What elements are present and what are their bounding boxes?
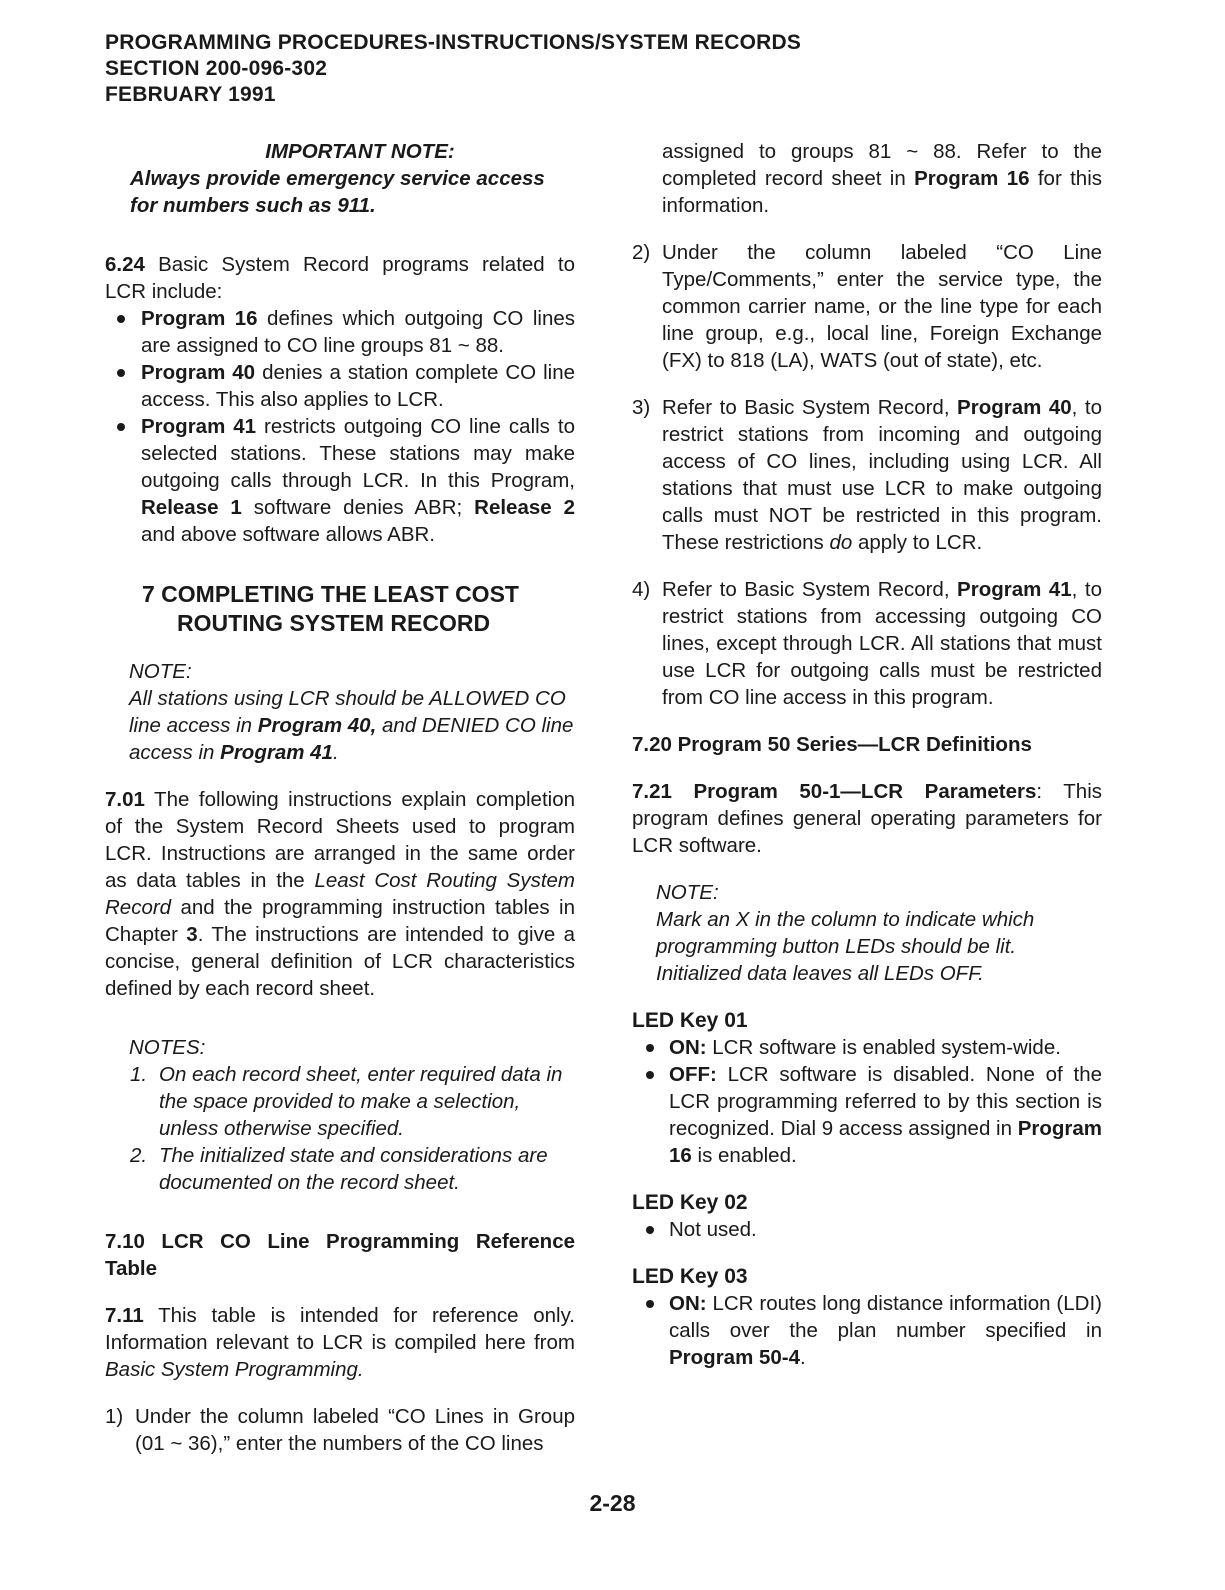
list-item-text: defines which outgoing CO lines are assigned to CO line groups 81 ~ 88.	[141, 307, 575, 357]
list-number: 2.	[130, 1144, 148, 1167]
page-header	[105, 30, 801, 108]
para-number: 7.01	[105, 788, 145, 811]
note-text-part: .	[332, 741, 339, 764]
program-ref: Program 16	[669, 1117, 1103, 1167]
program-ref: Program 40,	[257, 714, 377, 737]
para-number: 7.11	[105, 1304, 144, 1327]
led-key-03-list	[632, 1290, 1102, 1371]
led-key-01-list	[632, 1034, 1102, 1169]
header-section: SECTION 200-096-302	[105, 57, 328, 80]
program-ref: Program 40	[141, 361, 256, 384]
list-item-text: LCR software is enabled system-wide.	[706, 1036, 1061, 1059]
program-ref: Program 40	[957, 396, 1072, 419]
list-item	[105, 1061, 575, 1142]
list-item-text: LCR software is disabled. None of the LCR programming referred to by this section is recognized. Dial 9 access assigned in	[669, 1063, 1102, 1140]
list-item-text: Under the column labeled “CO Lines in Group (01 ~ 36),” enter the numbers of the CO lines	[135, 1405, 575, 1455]
notes-block	[105, 1034, 575, 1061]
state-label: ON:	[669, 1292, 707, 1315]
program-ref: Program 41	[220, 741, 333, 764]
emphasis: do	[829, 531, 853, 554]
program-bullet-list	[105, 305, 575, 548]
list-item-text: denies a station complete CO line access. This also applies to LCR.	[141, 361, 575, 411]
paragraph-7-11	[105, 1302, 575, 1383]
para-text: . The instructions are intended to give a concise, general definition of LCR characteristics defined by each record sheet.	[105, 923, 575, 1000]
list-item	[632, 138, 1102, 219]
release-ref: Release 1	[141, 496, 242, 519]
section-heading-line: 7 COMPLETING THE LEAST COST	[142, 581, 519, 607]
paragraph-6-24	[105, 251, 575, 305]
list-item-text: , to restrict stations from incoming and outgoing access of CO lines, including using LCR. All stations that must use LCR to make outgoing calls must NOT be restricted in this program. These restrictions	[662, 396, 1102, 554]
section-heading	[105, 580, 575, 638]
record-title: Least Cost Routing System Record	[105, 869, 575, 919]
list-number: 4)	[632, 578, 651, 601]
notes-label: NOTES:	[129, 1036, 206, 1059]
note-block	[105, 658, 575, 766]
para-text: Basic System Record programs related to LCR include:	[105, 253, 575, 303]
list-item	[632, 576, 1102, 711]
heading-7-10: 7.10 LCR CO Line Programming Reference Table	[105, 1230, 575, 1280]
para-number: 6.24	[105, 253, 145, 276]
para-text: and the programming instruction tables in Chapter	[105, 896, 575, 946]
list-item-text: On each record sheet, enter required data in the space provided to make a selection, unless otherwise specified.	[159, 1063, 563, 1140]
note-text-part: and DENIED CO line access in	[129, 714, 574, 764]
note-text: Mark an X in the column to indicate which programming button LEDs should be lit. Initialized data leaves all LEDs OFF.	[656, 908, 1035, 985]
list-item-text: .	[800, 1346, 806, 1369]
important-note-title: IMPORTANT NOTE:	[265, 140, 455, 163]
list-item	[105, 359, 575, 413]
release-ref: Release 2	[474, 496, 575, 519]
list-number: 2)	[632, 241, 651, 264]
list-item	[105, 413, 575, 548]
note-block	[632, 879, 1102, 987]
list-item	[632, 239, 1102, 374]
para-text: This table is intended for reference only. Information relevant to LCR is compiled here from	[105, 1304, 575, 1354]
header-date: FEBRUARY 1991	[105, 83, 276, 106]
list-item-text: assigned to groups 81 ~ 88. Refer to the completed record sheet in	[662, 140, 1102, 190]
list-item-text: and above software allows ABR.	[141, 523, 435, 546]
list-item	[632, 1290, 1102, 1371]
steps-list	[105, 1403, 575, 1457]
program-ref: Program 41	[957, 578, 1072, 601]
list-item-text: Refer to Basic System Record,	[662, 396, 958, 419]
list-item	[105, 1403, 575, 1457]
program-ref: Program 16	[141, 307, 258, 330]
chapter-ref: 3	[186, 923, 198, 946]
list-item-text: Under the column labeled “CO Line Type/Comments,” enter the service type, the common carrier name, or the line type for each line group, e.g., local line, Foreign Exchange (FX) to 818 (LA), WATS (out of state), etc.	[662, 241, 1102, 372]
reference-title: Basic System Programming.	[105, 1358, 364, 1381]
list-item-text: apply to LCR.	[852, 531, 983, 554]
note-label: NOTE:	[129, 660, 192, 683]
led-key-02-heading: LED Key 02	[632, 1191, 748, 1214]
list-number: 3)	[632, 396, 651, 419]
right-column	[632, 138, 1102, 1371]
paragraph-7-21	[632, 778, 1102, 859]
note-label: NOTE:	[656, 881, 719, 904]
para-text: : This program defines general operating parameters for LCR software.	[632, 780, 1103, 857]
led-key-03-heading: LED Key 03	[632, 1265, 748, 1288]
list-number: 1.	[130, 1063, 148, 1086]
list-item	[632, 394, 1102, 556]
list-number: 1)	[105, 1405, 124, 1428]
program-ref: Program 41	[141, 415, 257, 438]
header-title: PROGRAMMING PROCEDURES-INSTRUCTIONS/SYSTEM RECORDS	[105, 31, 802, 54]
list-item-text: software denies ABR;	[241, 496, 475, 519]
list-item	[105, 305, 575, 359]
steps-list	[632, 239, 1102, 711]
state-label: OFF:	[669, 1063, 717, 1086]
left-column	[105, 138, 575, 1457]
list-item-text: restricts outgoing CO line calls to selected stations. These stations may make outgoing calls through LCR. In this Program,	[141, 415, 575, 492]
page-number: 2-28	[589, 1490, 636, 1516]
list-item-text: , to restrict stations from accessing outgoing CO lines, except through LCR. All stations that must use LCR for outgoing calls must be restricted from CO line access in this program.	[662, 578, 1102, 709]
led-key-02-list	[632, 1216, 1102, 1243]
state-label: ON:	[669, 1036, 707, 1059]
list-item	[632, 1061, 1102, 1169]
program-ref: Program 50-4	[669, 1346, 801, 1369]
list-item-text: The initialized state and considerations are documented on the record sheet.	[159, 1144, 548, 1194]
para-heading: 7.21 Program 50-1—LCR Parameters	[632, 780, 1037, 803]
section-heading-line: ROUTING SYSTEM RECORD	[177, 610, 491, 636]
list-item	[632, 1034, 1102, 1061]
notes-list	[105, 1061, 575, 1196]
list-item-text: is enabled.	[691, 1144, 797, 1167]
list-item-text: Refer to Basic System Record,	[662, 578, 958, 601]
heading-7-20: 7.20 Program 50 Series—LCR Definitions	[632, 733, 1032, 756]
list-item: Not used.	[632, 1216, 1102, 1243]
program-ref: Program 16	[914, 167, 1030, 190]
note-text	[129, 685, 575, 766]
list-item-text: LCR routes long distance information (LDI) calls over the plan number specified in	[669, 1292, 1102, 1342]
list-item-text: for this information.	[662, 167, 1103, 217]
important-note-body: Always provide emergency service access for numbers such as 911.	[130, 167, 545, 217]
note-text-part: All stations using LCR should be ALLOWED CO line access in	[129, 687, 566, 737]
list-item	[105, 1142, 575, 1196]
led-key-01-heading: LED Key 01	[632, 1009, 748, 1032]
steps-list-continued	[632, 138, 1102, 219]
paragraph-7-01	[105, 786, 575, 1002]
para-text: The following instructions explain completion of the System Record Sheets used to program LCR. Instructions are arranged in the same order as data tables in the	[105, 788, 575, 892]
